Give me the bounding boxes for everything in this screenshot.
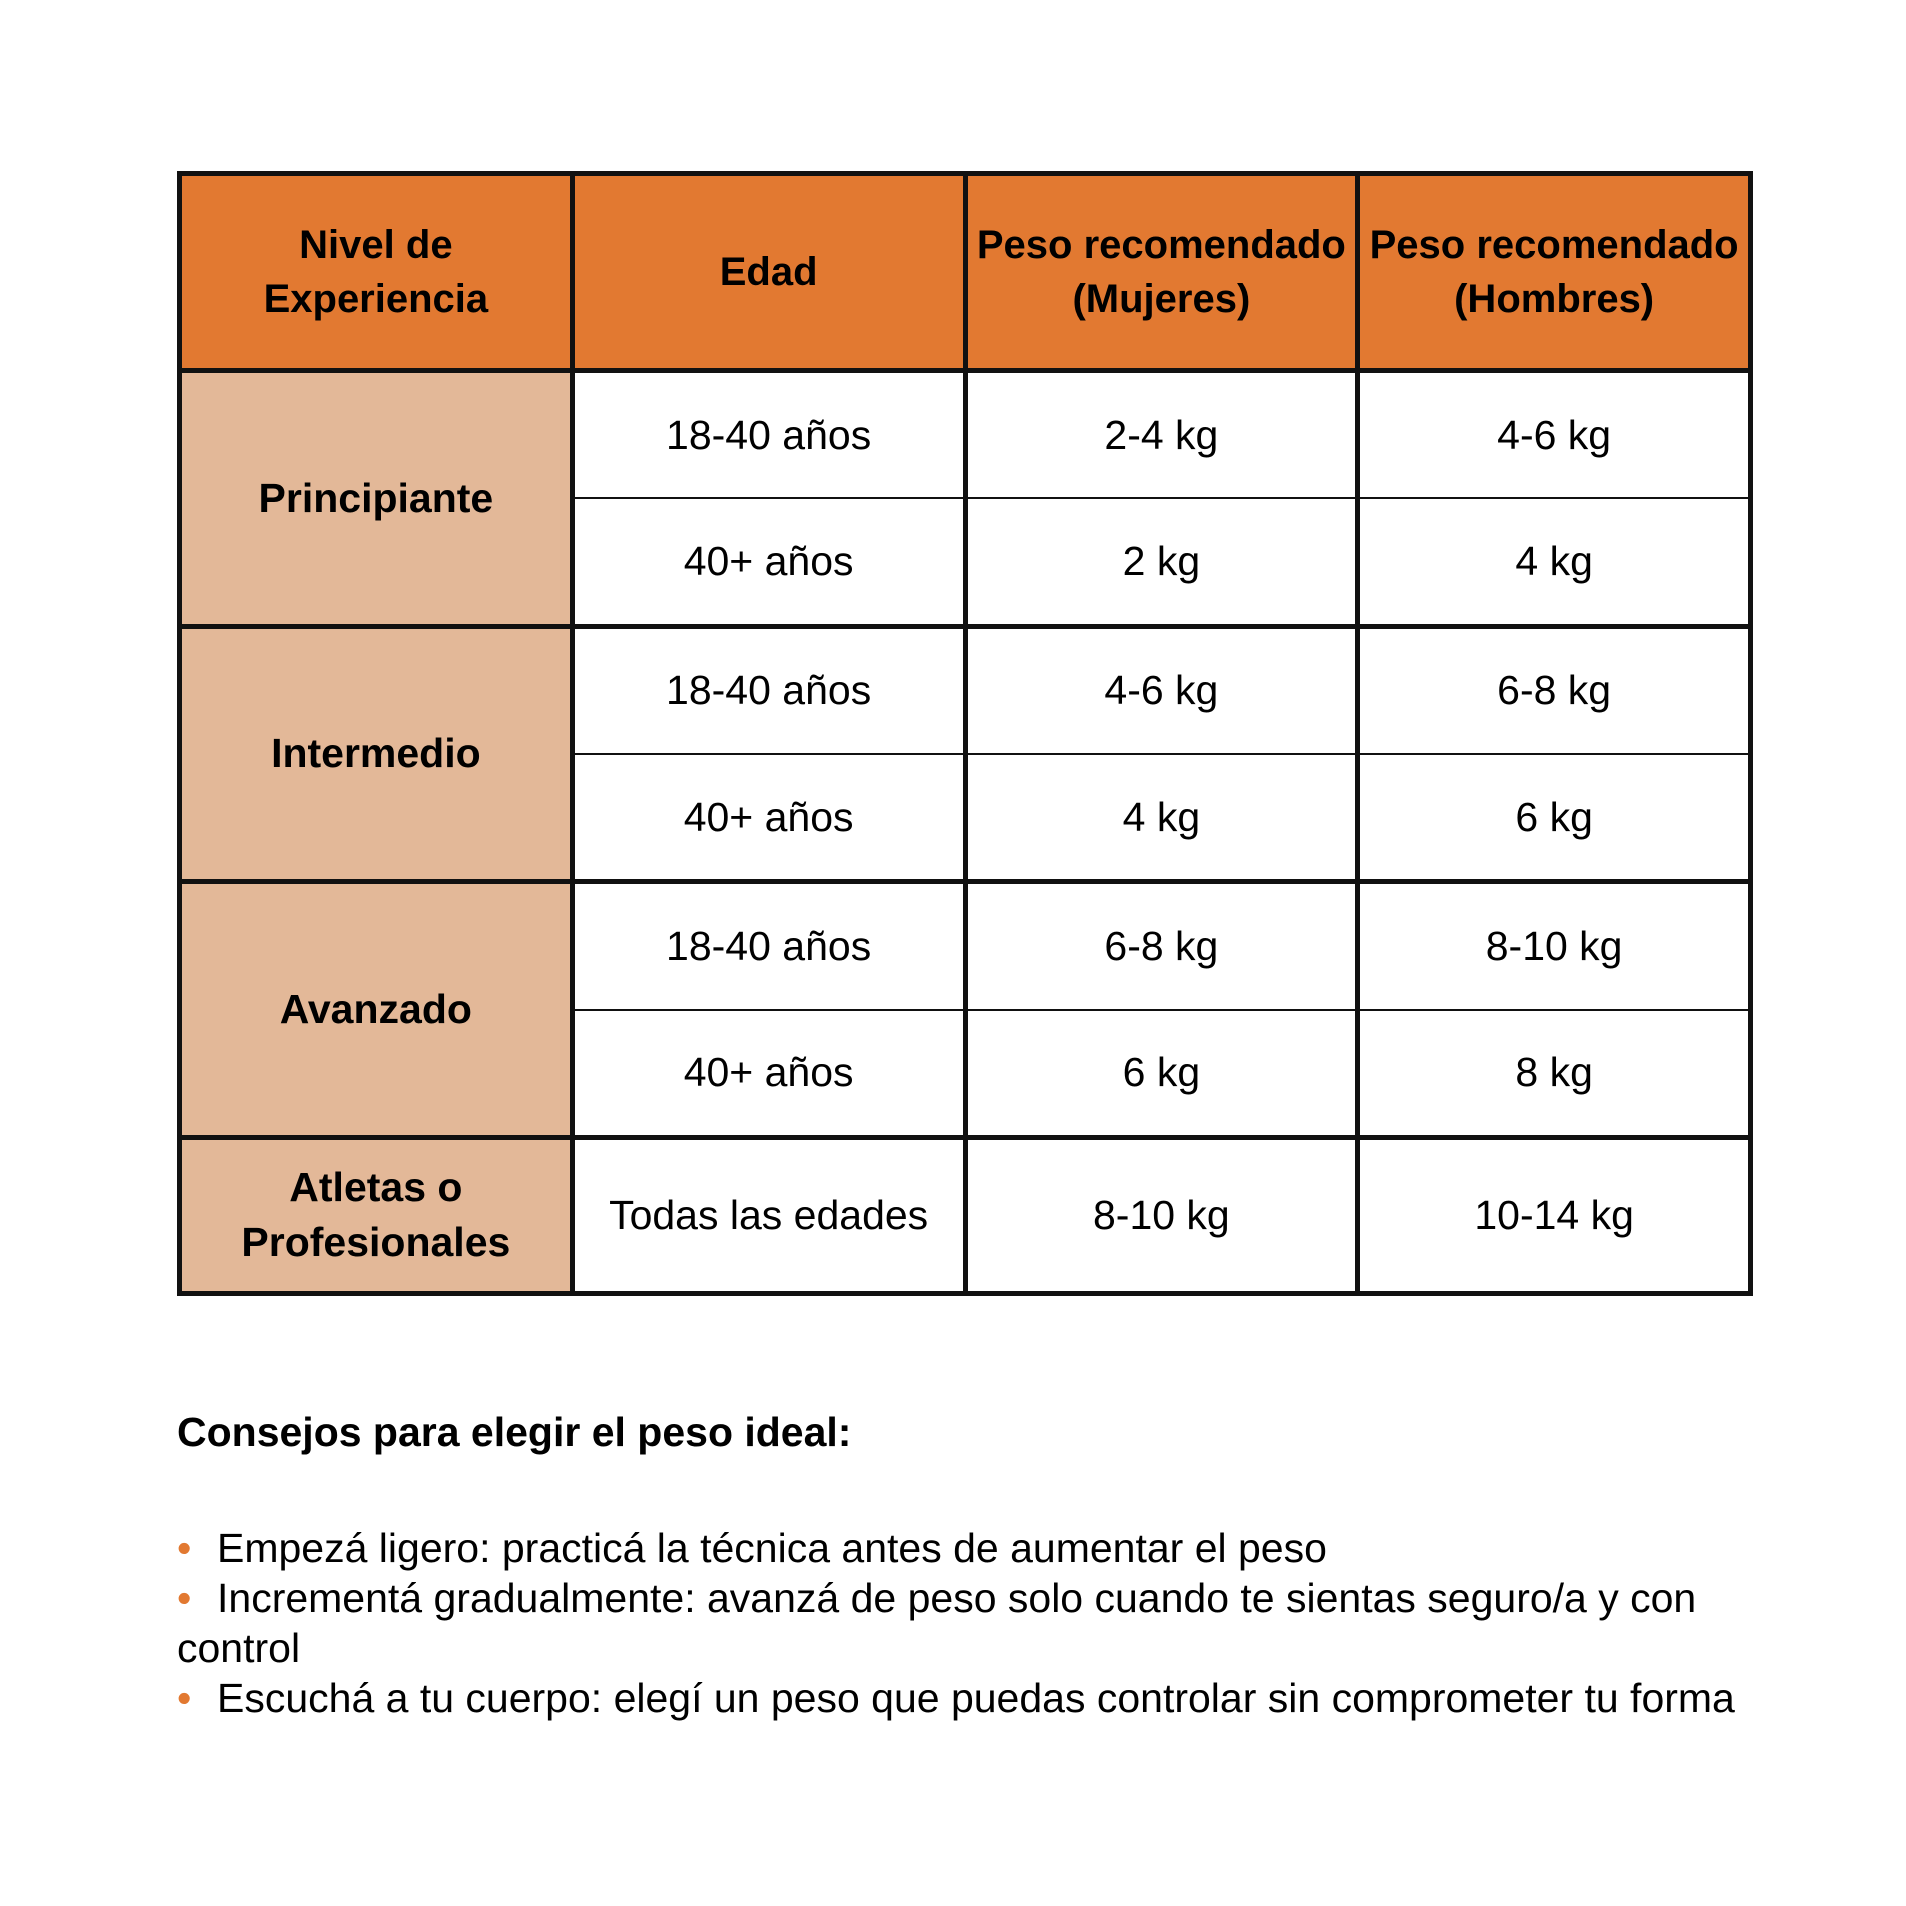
age-cell: 18-40 años xyxy=(572,626,965,754)
level-avanzado: Avanzado xyxy=(180,882,573,1138)
weight-women-cell: 8-10 kg xyxy=(965,1137,1358,1293)
weight-recommendation-table xyxy=(177,171,1753,1296)
weight-women-cell: 2 kg xyxy=(965,498,1358,626)
list-item xyxy=(177,1673,1753,1723)
age-cell: 40+ años xyxy=(572,754,965,882)
tips-section xyxy=(177,1405,1753,1723)
bullet-icon: • xyxy=(177,1675,192,1721)
weight-women-cell: 4-6 kg xyxy=(965,626,1358,754)
age-cell: 18-40 años xyxy=(572,882,965,1010)
level-atletas-profesionales: Atletas o Profesionales xyxy=(180,1137,573,1293)
weight-women-cell: 6-8 kg xyxy=(965,882,1358,1010)
age-cell: 40+ años xyxy=(572,498,965,626)
table-row xyxy=(180,882,1751,1010)
weight-men-cell: 6-8 kg xyxy=(1358,626,1751,754)
age-cell: 18-40 años xyxy=(572,371,965,499)
header-age: Edad xyxy=(572,174,965,371)
weight-men-cell: 4-6 kg xyxy=(1358,371,1751,499)
weight-men-cell: 10-14 kg xyxy=(1358,1137,1751,1293)
weight-men-cell: 8 kg xyxy=(1358,1010,1751,1138)
age-cell: 40+ años xyxy=(572,1010,965,1138)
weight-women-cell: 4 kg xyxy=(965,754,1358,882)
weight-men-cell: 4 kg xyxy=(1358,498,1751,626)
table-row xyxy=(180,1137,1751,1293)
header-level: Nivel de Experiencia xyxy=(180,174,573,371)
table-row xyxy=(180,626,1751,754)
level-intermedio: Intermedio xyxy=(180,626,573,882)
weight-men-cell: 6 kg xyxy=(1358,754,1751,882)
list-item xyxy=(177,1573,1753,1673)
tip-text: Empezá ligero: practicá la técnica antes de aumentar el peso xyxy=(217,1525,1327,1571)
tips-title: Consejos para elegir el peso ideal: xyxy=(177,1409,852,1455)
header-weight-men: Peso recomendado (Hombres) xyxy=(1358,174,1751,371)
age-cell: Todas las edades xyxy=(572,1137,965,1293)
tips-list xyxy=(177,1523,1753,1723)
weight-men-cell: 8-10 kg xyxy=(1358,882,1751,1010)
weight-women-cell: 6 kg xyxy=(965,1010,1358,1138)
level-principiante: Principiante xyxy=(180,371,573,627)
bullet-icon: • xyxy=(177,1525,192,1571)
tip-text: Escuchá a tu cuerpo: elegí un peso que puedas controlar sin comprometer tu forma xyxy=(217,1675,1735,1721)
list-item xyxy=(177,1523,1753,1573)
tip-text: Incrementá gradualmente: avanzá de peso solo cuando te sientas seguro/a y con control xyxy=(177,1575,1697,1671)
table-row xyxy=(180,371,1751,499)
header-weight-women: Peso recomendado (Mujeres) xyxy=(965,174,1358,371)
table-header-row xyxy=(180,174,1751,371)
bullet-icon: • xyxy=(177,1575,192,1621)
weight-women-cell: 2-4 kg xyxy=(965,371,1358,499)
